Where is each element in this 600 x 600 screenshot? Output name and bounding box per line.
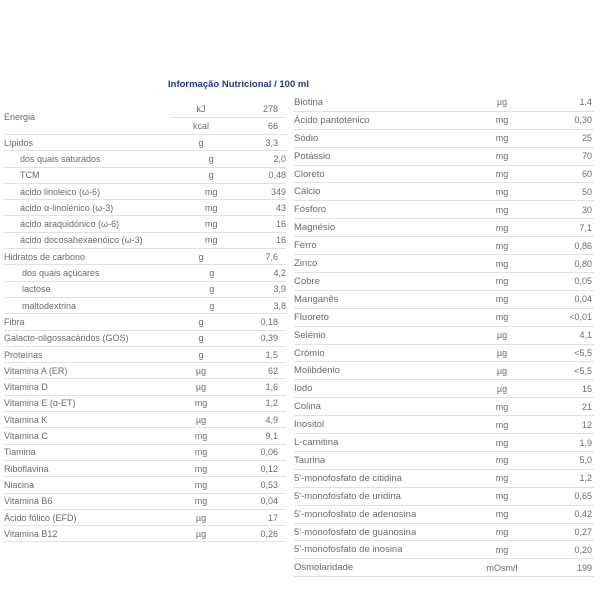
nutrient-unit: µg — [195, 528, 207, 539]
table-row — [294, 380, 594, 398]
nutrient-unit: µg — [195, 414, 207, 425]
nutrient-unit: mg — [204, 235, 218, 246]
nutrient-value: 0,86 — [574, 240, 592, 251]
nutrient-name: Vitamina B12 — [4, 528, 58, 539]
nutrient-value: <5,5 — [574, 348, 592, 359]
nutrient-value: 4,9 — [265, 414, 278, 425]
table-row — [4, 298, 286, 314]
nutrient-unit: g — [198, 251, 204, 262]
nutrient-unit: mg — [495, 491, 509, 502]
nutrient-value: 30 — [581, 204, 592, 215]
nutrient-name: 5'-monofosfato de uridina — [294, 490, 401, 502]
table-row — [294, 148, 594, 166]
nutrient-value: 199 — [576, 562, 592, 573]
nutrient-name: Ácido fólico (EFD) — [4, 512, 77, 523]
nutrient-value: 0,39 — [260, 333, 278, 344]
nutrient-unit: µg — [496, 330, 508, 341]
nutrient-name: Potássio — [294, 150, 331, 162]
nutrient-value: 0,65 — [574, 491, 592, 502]
table-row — [294, 166, 594, 184]
nutrient-value: 2,0 — [273, 153, 286, 164]
nutrient-value: 0,27 — [574, 527, 592, 538]
nutrition-table-left — [4, 100, 286, 556]
nutrient-value: 25 — [581, 133, 592, 144]
table-row — [4, 510, 286, 526]
nutrient-name: Galacto-oligossacáridos (GOS) — [4, 333, 129, 344]
table-row — [4, 249, 286, 265]
nutrient-unit: µg — [195, 365, 207, 376]
table-row — [4, 331, 286, 347]
table-row — [294, 452, 594, 470]
nutrient-name: Lípidos — [4, 137, 34, 148]
table-row — [4, 412, 286, 428]
table-row — [4, 265, 286, 281]
table-row — [294, 542, 594, 560]
nutrient-unit: mg — [495, 169, 509, 180]
table-row — [4, 168, 286, 184]
table-row — [294, 112, 594, 130]
nutrient-unit: mg — [495, 276, 509, 287]
nutrient-value: 1,2 — [579, 473, 592, 484]
nutrient-name: 5'-monofosfato de adenosina — [294, 508, 417, 520]
nutrient-unit: µg — [195, 512, 207, 523]
table-row — [4, 184, 286, 200]
nutrient-unit: g — [209, 300, 215, 311]
nutrient-unit: mg — [194, 431, 208, 442]
table-row — [4, 526, 286, 542]
nutrient-unit: g — [209, 284, 215, 295]
nutrient-value: 70 — [581, 151, 592, 162]
nutrient-value: 1,2 — [265, 398, 278, 409]
nutrient-name: Vitamina K — [4, 414, 48, 425]
nutrient-name: Vitamina D — [4, 382, 48, 393]
table-row — [294, 309, 594, 327]
nutrient-unit: mg — [495, 186, 509, 197]
nutrient-value: 0,53 — [260, 479, 278, 490]
table-row — [4, 477, 286, 493]
table-row — [294, 291, 594, 309]
energy-value-kcal: 66 — [267, 120, 278, 131]
nutrient-value: 1,4 — [579, 97, 592, 108]
table-row — [4, 396, 286, 412]
table-row — [4, 363, 286, 379]
nutrient-unit: µg — [496, 97, 508, 108]
table-row — [294, 506, 594, 524]
nutrient-name: Selénio — [294, 329, 326, 341]
nutrient-name: L-carnitina — [294, 437, 339, 449]
nutrient-unit: mg — [495, 437, 509, 448]
nutrient-value: 17 — [267, 512, 278, 523]
nutrient-unit: mg — [495, 527, 509, 538]
table-row — [4, 151, 286, 167]
energy-label: Energia — [4, 112, 36, 122]
nutrient-name: dos quais saturados — [20, 153, 101, 164]
nutrient-value: 3,8 — [273, 300, 286, 311]
nutrient-value: 60 — [581, 169, 592, 180]
nutrient-value: 7,6 — [265, 251, 278, 262]
nutrient-name: Hidratos de carbono — [4, 251, 86, 262]
nutrient-name: Sódio — [294, 132, 319, 144]
nutrient-value: 0,05 — [574, 276, 592, 287]
nutrient-name: Proteínas — [4, 349, 43, 360]
nutrient-name: ácido docosahexaenóico (ω-3) — [20, 235, 143, 246]
energy-kcal-row — [170, 117, 286, 134]
nutrient-name: Molibdénio — [294, 365, 340, 377]
nutrient-name: Fluoreto — [294, 311, 329, 323]
nutrient-name: Ferro — [294, 240, 317, 252]
nutrient-name: 5'-monofosfato de guanosina — [294, 526, 417, 538]
nutrient-unit: mg — [194, 463, 208, 474]
nutrient-value: 0,48 — [268, 170, 286, 181]
table-row — [4, 200, 286, 216]
nutrient-name: Riboflavina — [4, 463, 49, 474]
nutrient-value: 1,5 — [265, 349, 278, 360]
nutrient-name: maltodextrina — [22, 300, 77, 311]
table-row — [294, 470, 594, 488]
nutrient-name: Ácido pantoténico — [294, 114, 370, 126]
nutrient-value: 0,80 — [574, 258, 592, 269]
nutrient-value: 0,06 — [260, 447, 278, 458]
nutrient-unit: mg — [495, 455, 509, 466]
table-row — [4, 494, 286, 510]
nutrient-value: 0,42 — [574, 509, 592, 520]
table-row — [294, 184, 594, 202]
table-row — [294, 273, 594, 291]
nutrient-unit: mg — [495, 204, 509, 215]
nutrient-value: 16 — [275, 235, 286, 246]
nutrient-name: TCM — [20, 170, 40, 181]
table-row — [4, 135, 286, 151]
nutrient-value: 4,1 — [579, 330, 592, 341]
nutrient-value: 3,9 — [273, 284, 286, 295]
energy-row — [4, 100, 286, 135]
table-row — [294, 416, 594, 434]
table-row — [294, 201, 594, 219]
table-row — [4, 282, 286, 298]
nutrient-name: 5'-monofosfato de inosina — [294, 544, 403, 556]
nutrient-name: Fibra — [4, 316, 25, 327]
nutrient-name: Vitamina C — [4, 431, 48, 442]
table-row — [4, 445, 286, 461]
table-row — [294, 237, 594, 255]
nutrient-unit: mOsm/l — [486, 562, 518, 573]
nutrient-value: 0,12 — [260, 463, 278, 474]
nutrient-name: Vitamina A (ER) — [4, 365, 68, 376]
nutrient-unit: mg — [495, 544, 509, 555]
nutrient-unit: mg — [495, 401, 509, 412]
nutrient-value: 0,18 — [260, 316, 278, 327]
nutrient-name: Biotina — [294, 96, 324, 108]
nutrient-unit: mg — [495, 312, 509, 323]
nutrient-unit: mg — [495, 258, 509, 269]
nutrient-value: 12 — [581, 419, 592, 430]
nutrient-unit: mg — [495, 240, 509, 251]
nutrient-name: Vitamina E (α-ET) — [4, 398, 76, 409]
table-title: Informação Nutricional / 100 ml — [168, 79, 309, 90]
nutrient-name: Inositol — [294, 419, 325, 431]
table-row — [4, 314, 286, 330]
nutrient-unit: g — [208, 153, 214, 164]
table-row — [4, 233, 286, 249]
nutrient-name: Osmolaridade — [294, 562, 354, 574]
nutrient-name: Cálcio — [294, 186, 321, 198]
nutrient-value: 1,9 — [579, 437, 592, 448]
nutrient-unit: mg — [495, 509, 509, 520]
table-row — [294, 327, 594, 345]
table-row — [4, 380, 286, 396]
nutrient-unit: mg — [194, 447, 208, 458]
nutrient-value: 15 — [581, 383, 592, 394]
nutrient-unit: mg — [204, 186, 218, 197]
nutrition-table-right — [294, 94, 594, 578]
nutrient-unit: mg — [194, 496, 208, 507]
nutrient-name: ácido araquidónico (ω-6) — [20, 219, 120, 230]
nutrient-name: ácido α-linolénico (ω-3) — [20, 202, 114, 213]
table-row — [294, 130, 594, 148]
nutrient-name: Vitamina B6 — [4, 496, 53, 507]
nutrient-name: lactose — [22, 284, 51, 295]
nutrient-value: <0,01 — [569, 312, 592, 323]
table-row — [294, 363, 594, 381]
nutrient-value: 43 — [275, 202, 286, 213]
nutrient-value: <5,5 — [574, 365, 592, 376]
nutrient-name: Cloreto — [294, 168, 325, 180]
table-row — [294, 524, 594, 542]
nutrient-value: 21 — [581, 401, 592, 412]
energy-unit-kcal: kcal — [192, 120, 209, 131]
table-row — [294, 488, 594, 506]
nutrient-unit: mg — [204, 202, 218, 213]
nutrient-unit: mg — [495, 115, 509, 126]
nutrient-value: 0,04 — [260, 496, 278, 507]
table-row — [4, 347, 286, 363]
energy-unit-kj: kJ — [196, 103, 206, 114]
nutrient-unit: mg — [495, 151, 509, 162]
nutrient-name: Fósforo — [294, 204, 327, 216]
nutrient-value: 1,6 — [265, 382, 278, 393]
nutrient-unit: µg — [195, 382, 207, 393]
table-row — [294, 345, 594, 363]
nutrient-unit: mg — [204, 219, 218, 230]
nutrient-unit: g — [198, 316, 204, 327]
table-row — [294, 559, 594, 577]
nutrient-value: 4,2 — [273, 268, 286, 279]
nutrient-name: Iodo — [294, 383, 313, 395]
nutrient-unit: mg — [495, 419, 509, 430]
nutrient-unit: µg — [496, 383, 508, 394]
nutrient-name: Crómio — [294, 347, 325, 359]
nutrient-value: 7,1 — [579, 222, 592, 233]
nutrient-value: 3,3 — [265, 137, 278, 148]
nutrient-name: 5'-monofosfato de citidina — [294, 472, 402, 484]
nutrient-value: 50 — [581, 186, 592, 197]
nutrient-value: 0,20 — [574, 544, 592, 555]
nutrient-unit: mg — [194, 479, 208, 490]
table-row — [294, 219, 594, 237]
nutrient-value: 0,26 — [260, 528, 278, 539]
nutrient-value: 62 — [267, 365, 278, 376]
table-row — [4, 428, 286, 444]
nutrient-value: 16 — [275, 219, 286, 230]
nutrient-name: dos quais açúcares — [22, 268, 100, 279]
table-row — [294, 94, 594, 112]
nutrient-unit: mg — [194, 398, 208, 409]
nutrient-name: Colina — [294, 401, 321, 413]
nutrient-unit: µg — [496, 348, 508, 359]
nutrient-name: Zinco — [294, 258, 318, 270]
table-row — [294, 398, 594, 416]
nutrient-unit: mg — [495, 133, 509, 144]
nutrient-name: Niacina — [4, 479, 35, 490]
nutrient-name: Taurina — [294, 454, 326, 466]
nutrient-unit: g — [209, 268, 215, 279]
nutrient-unit: g — [198, 349, 204, 360]
energy-kj-row — [170, 100, 286, 118]
nutrient-value: 0,04 — [574, 294, 592, 305]
nutrient-value: 0,30 — [574, 115, 592, 126]
nutrient-name: Tiamina — [4, 447, 36, 458]
nutrient-unit: mg — [495, 473, 509, 484]
table-row — [4, 217, 286, 233]
table-row — [294, 434, 594, 452]
nutrient-unit: mg — [495, 222, 509, 233]
nutrient-unit: g — [208, 170, 214, 181]
nutrient-unit: mg — [495, 294, 509, 305]
nutrient-name: ácido linoleico (ω-6) — [20, 186, 101, 197]
table-row — [4, 461, 286, 477]
energy-value-kj: 278 — [262, 103, 278, 114]
nutrient-value: 349 — [270, 186, 286, 197]
nutrient-value: 9,1 — [265, 431, 278, 442]
nutrient-unit: g — [198, 333, 204, 344]
nutrient-unit: g — [198, 137, 204, 148]
nutrient-value: 5,0 — [579, 455, 592, 466]
nutrient-name: Cobre — [294, 275, 320, 287]
nutrient-unit: µg — [496, 365, 508, 376]
nutrient-name: Manganês — [294, 293, 339, 305]
nutrient-name: Magnésio — [294, 222, 336, 234]
table-row — [294, 255, 594, 273]
